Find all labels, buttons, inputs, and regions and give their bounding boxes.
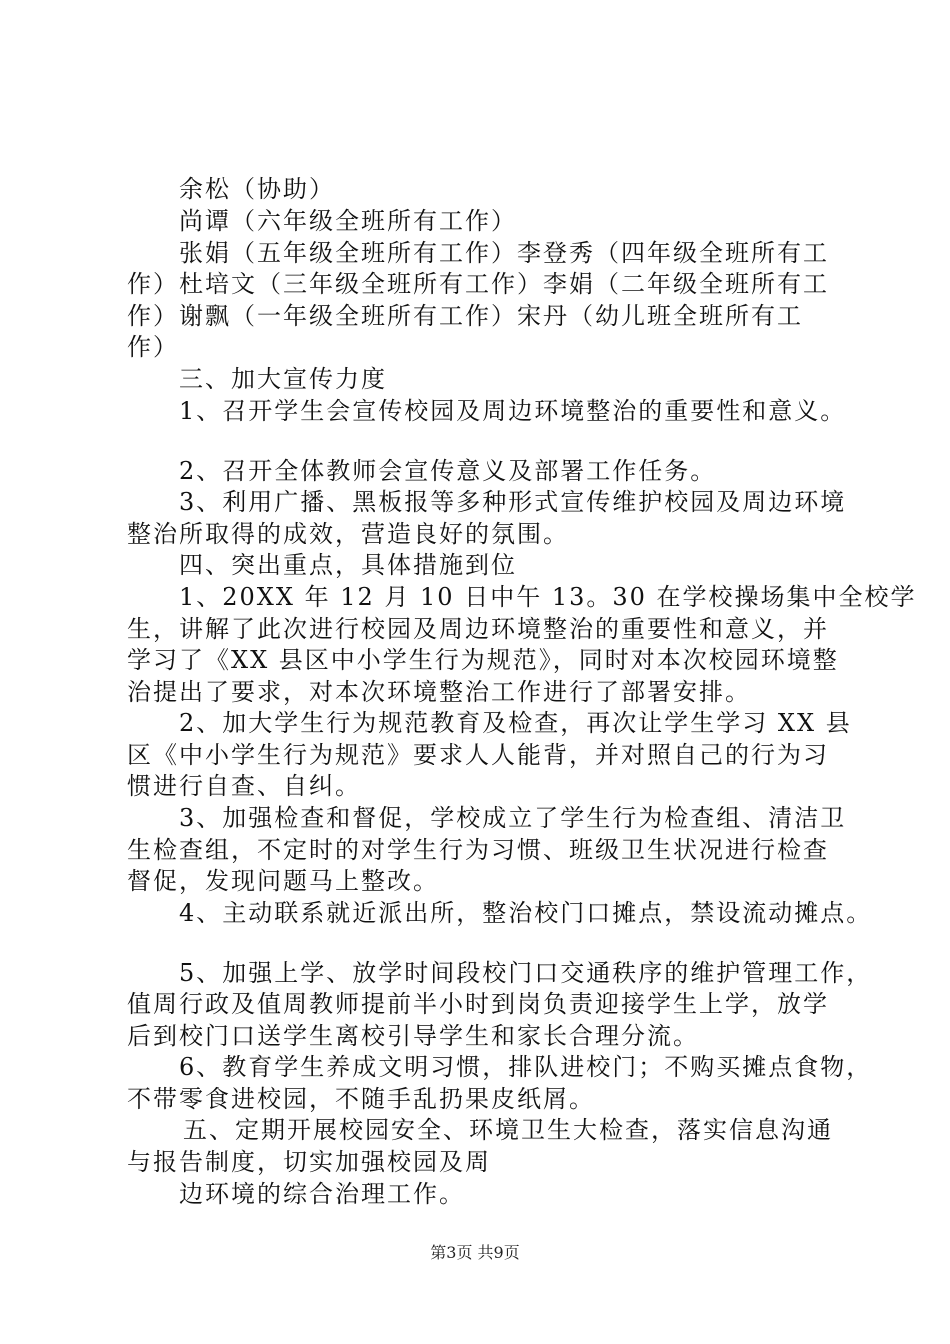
text-line: 惯进行自查、自纠。 [127,772,361,800]
text-line: 生，讲解了此次进行校园及周边环境整治的重要性和意义，并 [127,615,829,643]
text-line: 4、主动联系就近派出所，整治校门口摊点，禁设流动摊点。 [179,899,873,927]
text-line: 1、召开学生会宣传校园及周边环境整治的重要性和意义。 [179,397,847,425]
text-line: 余松（协助） [179,175,335,203]
text-line: 与报告制度，切实加强校园及周 [127,1148,491,1176]
text-line: 作） [127,333,179,361]
text-line: 2、召开全体教师会宣传意义及部署工作任务。 [179,457,717,485]
text-line: 整治所取得的成效，营造良好的氛围。 [127,520,569,548]
text-line: 督促，发现问题马上整改。 [127,867,439,895]
text-line: 不带零食进校园，不随手乱扔果皮纸屑。 [127,1085,595,1113]
text-line: 区《中小学生行为规范》要求人人能背，并对照自己的行为习 [127,741,829,769]
section-heading: 四、突出重点，具体措施到位 [179,551,517,579]
text-line: 后到校门口送学生离校引导学生和家长合理分流。 [127,1022,699,1050]
section-heading: 五、定期开展校园安全、环境卫生大检查，落实信息沟通 [183,1116,833,1144]
text-line: 1、20XX 年 12 月 10 日中午 13。30 在学校操场集中全校学 [179,583,917,611]
text-line: 学习了《XX 县区中小学生行为规范》，同时对本次校园环境整 [127,646,839,674]
text-line: 治提出了要求，对本次环境整治工作进行了部署安排。 [127,678,751,706]
text-line: 5、加强上学、放学时间段校门口交通秩序的维护管理工作， [179,959,873,987]
text-line: 6、教育学生养成文明习惯，排队进校门；不购买摊点食物， [179,1053,873,1081]
text-line: 值周行政及值周教师提前半小时到岗负责迎接学生上学，放学 [127,990,829,1018]
text-line: 边环境的综合治理工作。 [179,1180,465,1208]
text-line: 3、利用广播、黑板报等多种形式宣传维护校园及周边环境 [179,488,847,516]
section-heading: 三、加大宣传力度 [179,365,387,393]
text-line: 生检查组，不定时的对学生行为习惯、班级卫生状况进行检查 [127,836,829,864]
text-line: 尚谭（六年级全班所有工作） [179,207,517,235]
page-number-footer: 第3页 共9页 [430,1243,520,1262]
text-line: 作）杜培文（三年级全班所有工作）李娟（二年级全班所有工 [127,270,829,298]
text-line: 2、加大学生行为规范教育及检查，再次让学生学习 XX 县 [179,709,852,737]
text-line: 3、加强检查和督促，学校成立了学生行为检查组、清洁卫 [179,804,847,832]
text-line: 张娟（五年级全班所有工作）李登秀（四年级全班所有工 [179,239,829,267]
text-line: 作）谢飘（一年级全班所有工作）宋丹（幼儿班全班所有工 [127,302,803,330]
